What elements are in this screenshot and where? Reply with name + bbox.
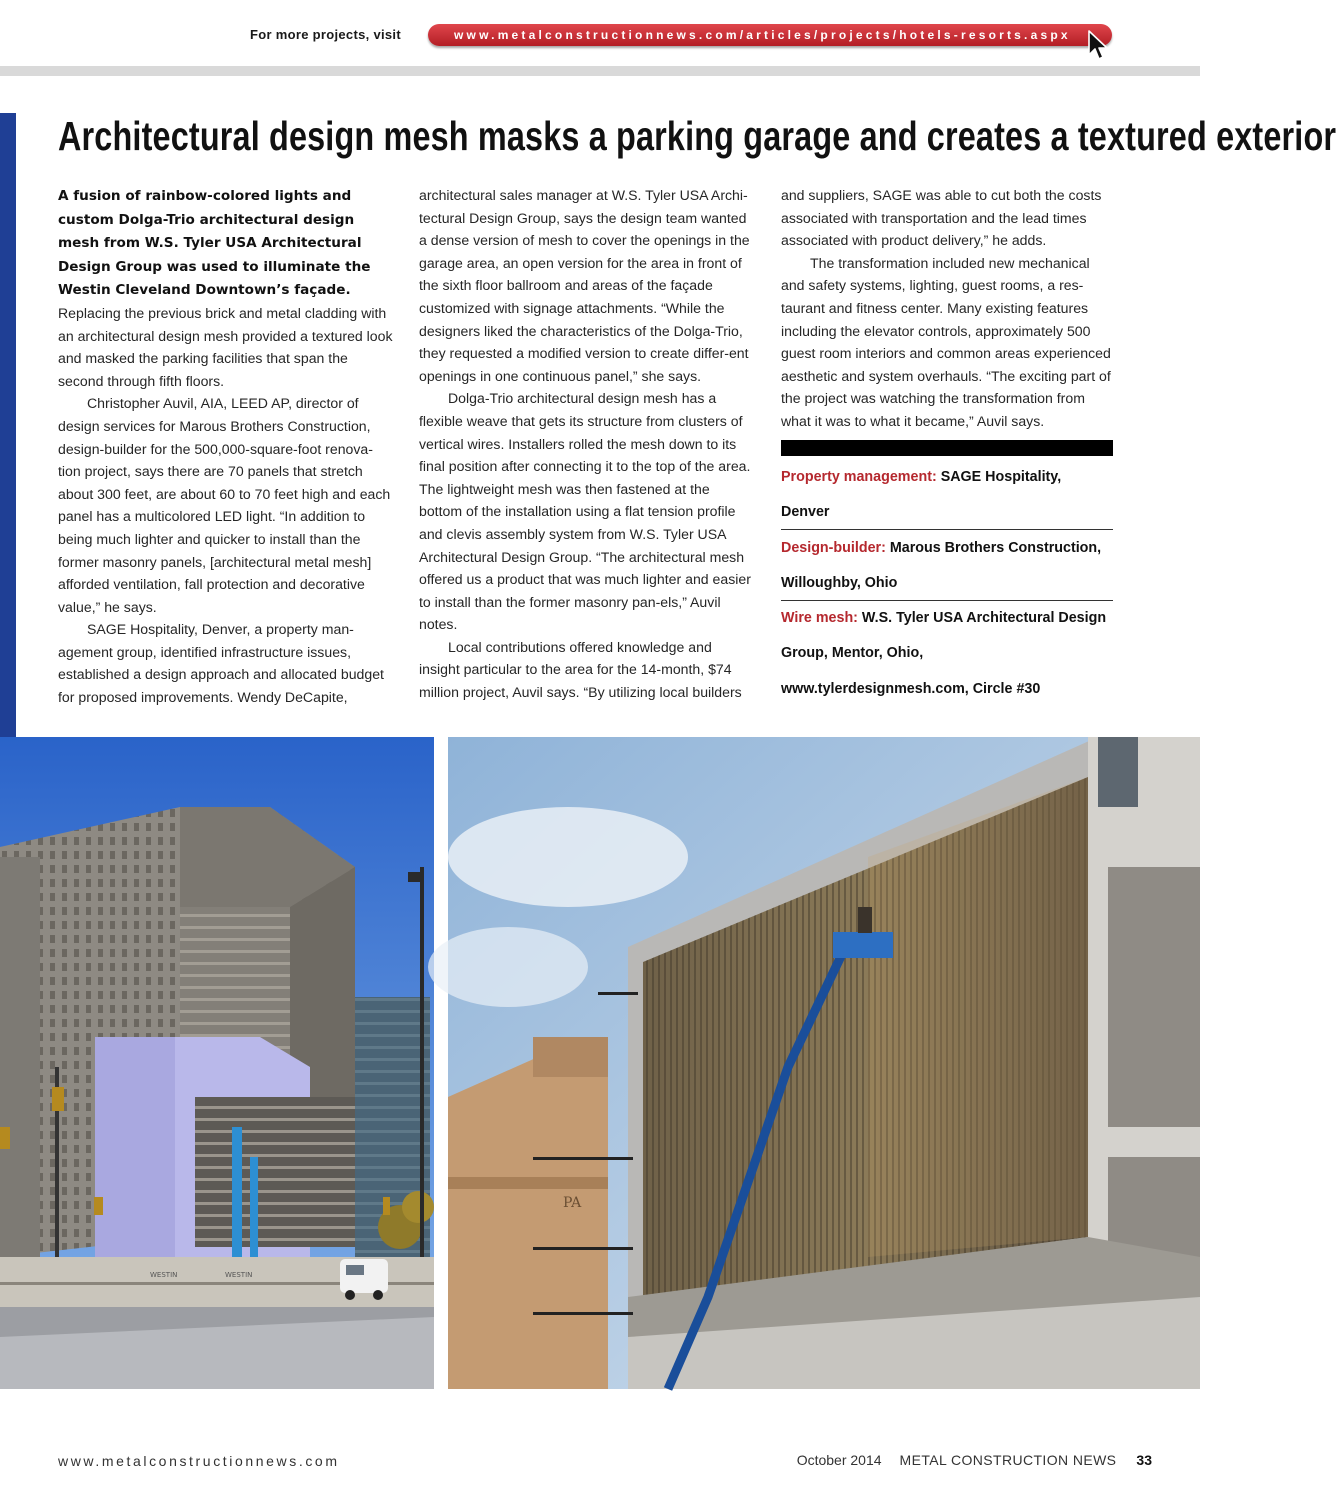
- paragraph: SAGE Hospitality, Denver, a property man-agement group, identified infrastructure issues, established a design approach and allocated budget for proposed improvements. Wendy DeCapite,: [58, 621, 384, 706]
- cursor-arrow-icon: [1087, 30, 1109, 62]
- paragraph: architectural sales manager at W.S. Tyler USA Archi-tectural Design Group, says the design team wanted a dense version of mesh to cover the openings in the garage area, an open version for the area in front of the sixth floor ballroom and areas of the façade customized with signage attachments. “While the designers liked the characteristics of the Dolga-Trio, they requested a modified version to create differ-ent openings in one continuous panel,” she says.: [419, 187, 750, 384]
- page-number: 33: [1136, 1452, 1152, 1468]
- credit-property-management: [781, 460, 1113, 531]
- header-divider: [0, 66, 1200, 76]
- footer-meta: [797, 1452, 1152, 1468]
- visit-label: For more projects, visit: [250, 27, 401, 42]
- article-column-1: [58, 184, 393, 709]
- credit-key: Wire mesh:: [781, 610, 858, 626]
- paragraph: Local contributions offered knowledge and insight particular to the area for the 14-month, $74 million project, Auvil says. “By utilizing local builders: [419, 638, 742, 701]
- fence-sign-1: WESTIN: [150, 1271, 178, 1279]
- credit-key: Property management:: [781, 469, 937, 485]
- article-column-3: [781, 184, 1115, 433]
- lede-bold: A fusion of rainbow-colored lights and custom Dolga-Trio architectural design mesh from W.S. Tyler USA Architectural Design Group was used to illuminate the Westin Cleveland Downtown’s façade.: [58, 188, 371, 299]
- lede-paragraph: [58, 184, 393, 392]
- mesh-installation-photo: [448, 737, 1200, 1389]
- credit-value: W.S. Tyler USA Architectural Design Group, Mentor, Ohio, www.tylerdesignmesh.com, Circle #30: [781, 610, 1107, 697]
- paragraph: Dolga-Trio architectural design mesh has a flexible weave that gets its structure from clusters of vertical wires. Installers rolled the mesh down to its final position after connecting it to the top of the area. The lightweight mesh was then fastened at the bottom of the installation using a flat tension profile and clevis assembly system from W.S. Tyler USA Architectural Design Group. “The architectural mesh offered us a product that was much lighter and easier to install than the former masonry pan-els,” Auvil notes.: [419, 390, 751, 633]
- stone-carving-text: PA: [563, 1195, 582, 1211]
- top-bar: [0, 0, 1200, 78]
- paragraph: Christopher Auvil, AIA, LEED AP, director of design services for Marous Brothers Construction, design-builder for the 500,000-square-foot renova-tion project, says there are 70 panels that stretch about 300 feet, are about 60 to 70 feet high and each panel has a multicolored LED light. “In addition to being much lighter and quicker to install than the former masonry panels, [architectural metal mesh] afforded ventilation, fall protection and decorative value,” he says.: [58, 395, 391, 615]
- hotel-exterior-photo: [0, 737, 434, 1389]
- credit-value: Marous Brothers Construction, Willoughby, Ohio: [781, 540, 1102, 592]
- credit-wire-mesh: [781, 601, 1113, 707]
- publication-name: METAL CONSTRUCTION NEWS: [899, 1452, 1117, 1468]
- fence-sign-2: WESTIN: [225, 1271, 253, 1279]
- issue-date: October 2014: [796, 1452, 882, 1468]
- footer-url[interactable]: www.metalconstructionnews.com: [58, 1453, 340, 1469]
- paragraph: and suppliers, SAGE was able to cut both the costs associated with transportation and the lead times associated with product delivery,” he adds.: [781, 187, 1102, 249]
- paragraph: The transformation included new mechanical and safety systems, lighting, guest rooms, a res-taurant and fitness center. Many existing features including the elevator controls, approximately 500 guest room interiors and common areas experienced aesthetic and system overhauls. “The exciting part of the project was watching the transformation from what it was to what it became,” Auvil says.: [781, 254, 1111, 429]
- credits-header-bar: [781, 440, 1113, 456]
- credit-value: SAGE Hospitality, Denver: [781, 469, 1062, 521]
- lede-rest: Replacing the previous brick and metal cladding with an architectural design mesh provided a textured look and masked the parking facilities that span the second through fifth floors.: [58, 304, 393, 389]
- credit-key: Design-builder:: [781, 540, 886, 556]
- article-headline: Architectural design mesh masks a parking garage and creates a textured exterior: [58, 113, 1336, 159]
- credit-divider: [781, 529, 1113, 530]
- article-column-2: [419, 184, 754, 704]
- credit-design-builder: [781, 531, 1113, 602]
- projects-link[interactable]: www.metalconstructionnews.com/articles/projects/hotels-resorts.aspx: [428, 24, 1112, 46]
